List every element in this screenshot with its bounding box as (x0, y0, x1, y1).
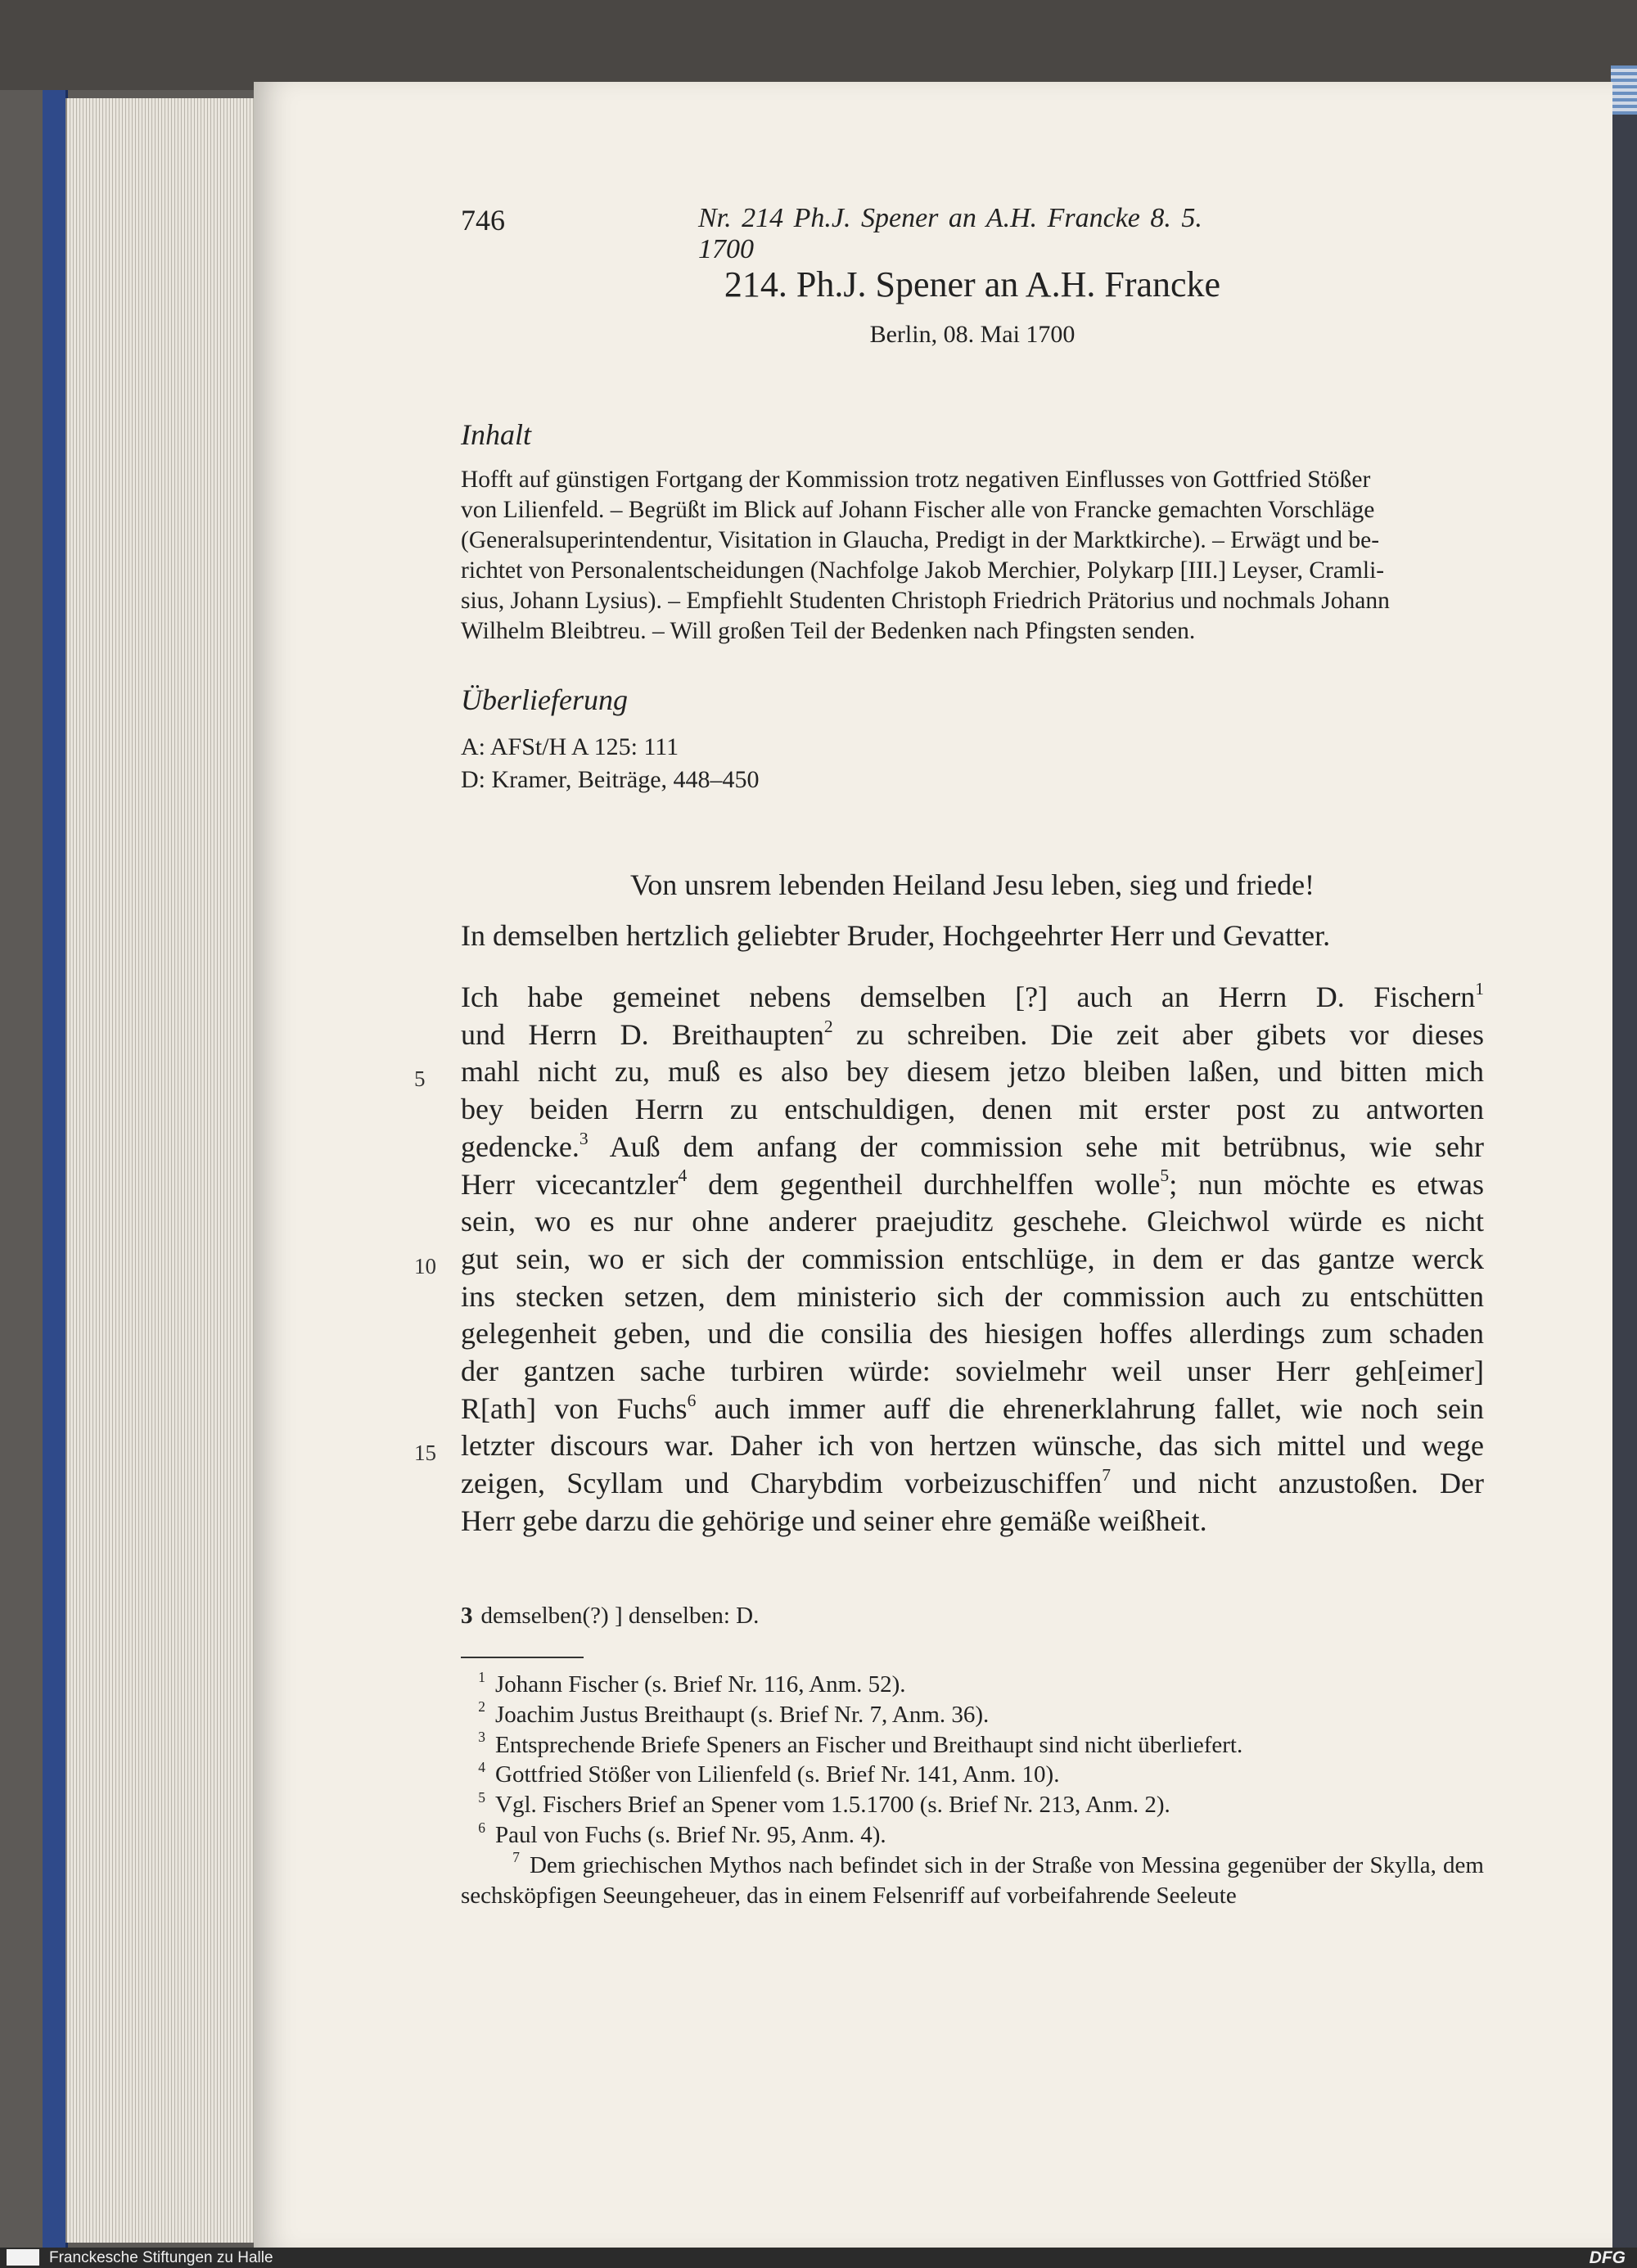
color-target (1611, 65, 1637, 115)
letter-line: sein, wo es nur ohne anderer praejuditz geschehe. Gleichwol würde es nicht (461, 1205, 1484, 1238)
letter-dateline: Berlin, 08. Mai 1700 (869, 321, 1076, 348)
book-spine (43, 90, 68, 2251)
footnote-text: Vgl. Fischers Brief an Spener vom 1.5.1700 (s. Brief Nr. 213, Anm. 2). (495, 1792, 1170, 1819)
footnote-4: $^4$ Gottfried Stößer von Lilienfeld (s. Brief Nr. 141, Anm. 10). (478, 1759, 1060, 1788)
footnote-text: Entsprechende Briefe Speners an Fischer und Breithaupt sind nicht überliefert. (495, 1731, 1243, 1758)
footnote-ref: 2 (823, 1016, 833, 1036)
source-a: A: AFSt/H A 125: 111 (461, 733, 679, 760)
inhalt-heading: Inhalt (461, 418, 531, 451)
letter-line: letzter discours war. Daher ich von hertzen wünsche, das sich mittel und wege (461, 1429, 1484, 1463)
text-variant-apparatus (461, 1603, 759, 1630)
footnote-6: $^6$ Paul von Fuchs (s. Brief Nr. 95, Anm. 4). (478, 1819, 886, 1848)
letter-line: mahl nicht zu, muß es also bey diesem jetzo bleiben laßen, und bitten mich (461, 1055, 1484, 1089)
footnote-5: $^5$ Vgl. Fischers Brief an Spener vom 1.5.1700 (s. Brief Nr. 213, Anm. 2). (478, 1788, 1170, 1819)
letter-line: gelegenheit geben, und die consilia des hiesigen hoffes allerdings zum schaden (461, 1317, 1484, 1350)
letter-line: und Herrn D. Breithaupten$^2$ zu schreiben. Die zeit aber gibets vor dieses (461, 1016, 1484, 1051)
footnote-text: Johann Fischer (s. Brief Nr. 116, Anm. 52). (495, 1671, 906, 1698)
footnote-7: $^7$ Dem griechischen Mythos nach befindet sich in der Straße von Messina gegenüber der Skylla, dem sechsköpfigen Seeungeheuer, das in einem Felsenriff auf vorbeifahrende Seeleute (461, 1849, 1484, 1909)
inhalt-line: von Lilienfeld. – Begrüßt im Blick auf Johann Fischer alle von Francke gemachten Vorschläge (461, 497, 1375, 523)
letter-line: Ich habe gemeinet nebens demselben [?] auch an Herrn D. Fischern$^1$ (461, 978, 1484, 1013)
line-number-5: 5 (414, 1066, 426, 1091)
letter-line: zeigen, Scyllam und Charybdim vorbeizuschiffen$^7$ und nicht anzustoßen. Der (461, 1464, 1484, 1500)
footnote-ref: 6 (687, 1390, 697, 1410)
letter-line: bey beiden Herrn zu entschuldigen, denen mit erster post zu antworten (461, 1093, 1484, 1126)
letter-title: 214. Ph.J. Spener an A.H. Francke (724, 264, 1221, 304)
letter-body (461, 979, 1484, 1540)
inhalt-line: (Generalsuperintendentur, Visitation in Glaucha, Predigt in der Marktkirche). – Erwägt und be- (461, 527, 1380, 553)
running-head (461, 203, 1247, 264)
salutation: Von unsrem lebenden Heiland Jesu leben, sieg und friede! (629, 868, 1315, 901)
source-d: D: Kramer, Beiträge, 448–450 (461, 766, 760, 793)
footnote-text: Paul von Fuchs (s. Brief Nr. 95, Anm. 4). (495, 1821, 886, 1848)
inhalt-line: Hofft auf günstigen Fortgang der Kommission trotz negativen Einflusses von Gottfried Stößer (461, 467, 1371, 493)
letter-line: gedencke.$^3$ Auß dem anfang der commission sehe mit betrübnus, wie sehr (461, 1128, 1484, 1163)
variant-text: demselben(?) ] denselben: D. (480, 1603, 760, 1629)
scan-right-edge (1611, 65, 1637, 2267)
footnote-3: $^3$ Entsprechende Briefe Speners an Fischer und Breithaupt sind nicht überliefert. (478, 1729, 1243, 1758)
page-number: 746 (461, 204, 505, 237)
inhalt-line: sius, Johann Lysius). – Empfiehlt Studenten Christoph Friedrich Prätorius und nochmals Johann (461, 588, 1390, 614)
dfg-logo: DFG (1589, 2248, 1626, 2267)
footnote-rule (461, 1657, 584, 1658)
footnote-ref: 4 (678, 1166, 688, 1186)
footnote-text: Gottfried Stößer von Lilienfeld (s. Brief Nr. 141, Anm. 10). (495, 1761, 1060, 1788)
running-head-title: Nr. 214 Ph.J. Spener an A.H. Francke 8. 5. 1700 (698, 203, 1202, 264)
footnotes (461, 1670, 1484, 1910)
letter-line: gut sein, wo er sich der commission entschlüge, in dem er das gantze werck (461, 1242, 1484, 1275)
footnote-ref: 5 (1160, 1166, 1170, 1186)
footnote-1: $^1$ Johann Fischer (s. Brief Nr. 116, Anm. 52). (478, 1668, 906, 1698)
letter-line: ins stecken setzen, dem ministerio sich der commission auch zu entschütten (461, 1279, 1484, 1313)
line-number-10: 10 (414, 1254, 436, 1278)
inhalt-summary (461, 465, 1484, 647)
letter-line: R[ath] von Fuchs$^6$ auch immer auff die ehrenerklahrung fallet, wie noch sein (461, 1390, 1485, 1425)
address-line: In demselben hertzlich geliebter Bruder, Hochgeehrter Herr und Gevatter. (461, 919, 1331, 952)
inhalt-line: richtet von Personalentscheidungen (Nachfolge Jakob Merchier, Polykarp [III.] Leyser, Cramli- (461, 557, 1385, 584)
letter-line: der gantzen sache turbiren würde: sovielmehr weil unser Herr geh[eimer] (461, 1355, 1484, 1388)
footer-institution: Franckesche Stiftungen zu Halle (49, 2249, 273, 2266)
footnote-ref: 1 (1475, 978, 1484, 999)
institution-logo-icon (7, 2249, 39, 2266)
footnote-ref: 7 (1102, 1464, 1112, 1485)
footnote-text: Joachim Justus Breithaupt (s. Brief Nr. 7, Anm. 36). (495, 1701, 990, 1728)
letter-line: Herr vicecantzler$^4$ dem gegentheil durchhelffen wolle$^5$; nun möchte es etwas (461, 1166, 1484, 1201)
page-edges (65, 98, 255, 2243)
ueberlieferung-heading: Überlieferung (461, 683, 628, 716)
variant-line-number: 3 (461, 1603, 473, 1629)
footnote-2: $^2$ Joachim Justus Breithaupt (s. Brief Nr. 7, Anm. 36). (478, 1698, 990, 1728)
inhalt-line: Wilhelm Bleibtreu. – Will großen Teil der Bedenken nach Pfingsten senden. (461, 618, 1196, 644)
footnote-text: Dem griechischen Mythos nach befindet sich in der Straße von Messina gegenüber der Skylla, dem sechsköpfigen Seeungeheuer, das in einem Felsenriff auf vorbeifahrende Seeleute (461, 1851, 1484, 1909)
scan-background (0, 0, 1637, 90)
letter-line: Herr gebe darzu die gehörige und seiner ehre gemäße weißheit. (461, 1504, 1207, 1537)
footnote-ref: 3 (579, 1128, 589, 1148)
line-number-15: 15 (414, 1441, 436, 1465)
